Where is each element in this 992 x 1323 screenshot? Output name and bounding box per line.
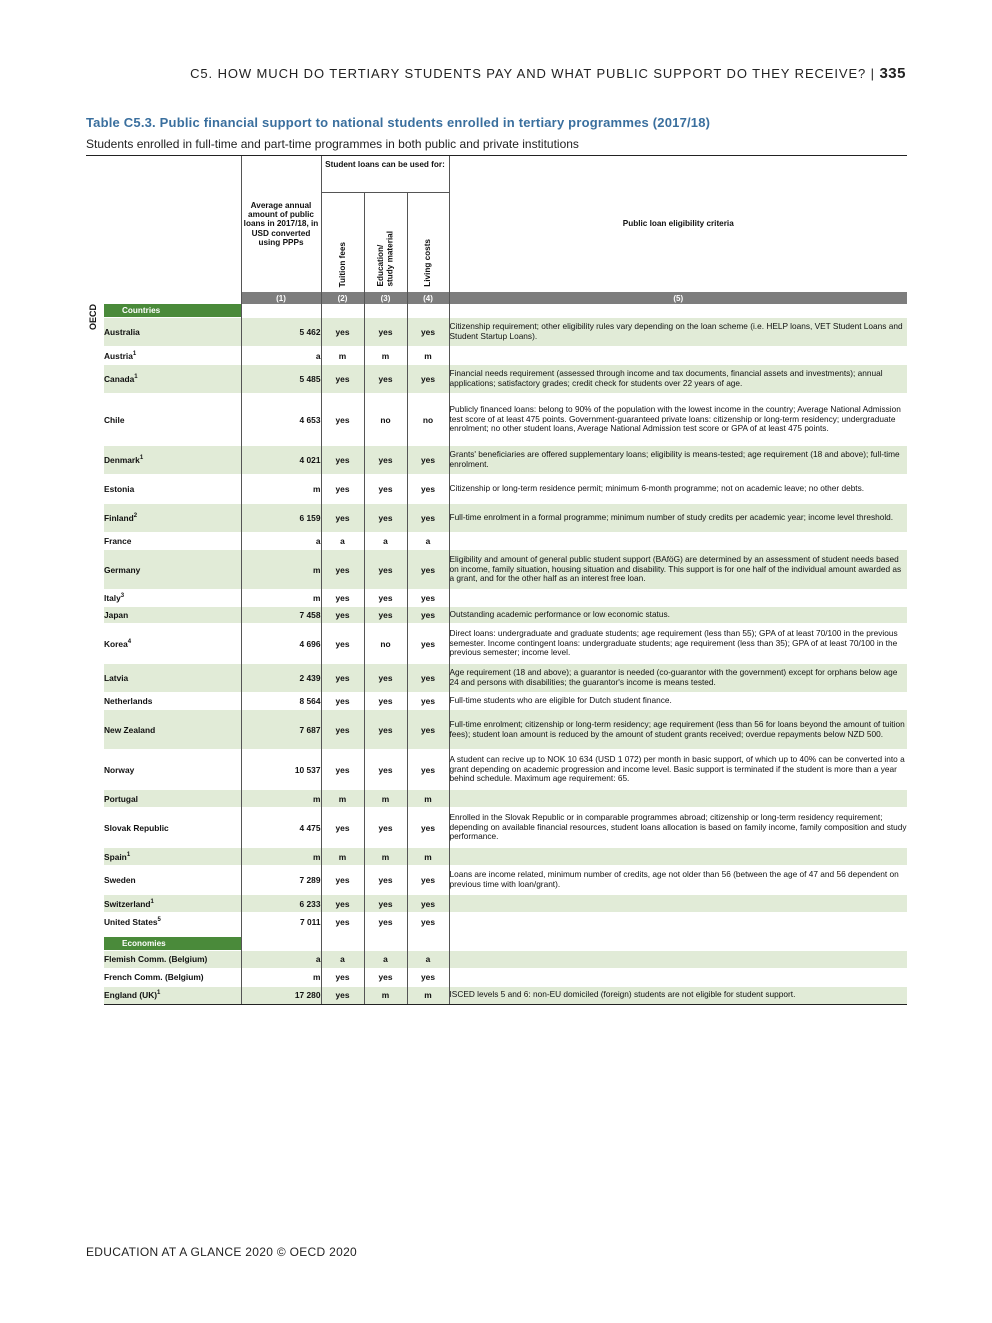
living-value: yes [407,590,449,607]
education-value: yes [364,664,407,693]
education-value: yes [364,913,407,931]
country-name [104,624,241,664]
footnote-marker: 1 [126,851,131,858]
column-number: (3) [364,292,407,304]
country-label: Australia [104,327,140,337]
loan-amount: 7 011 [241,913,321,931]
table-row [86,624,907,664]
country-label: Japan [104,610,129,620]
loan-amount: 8 564 [241,693,321,710]
living-value: m [407,848,449,866]
tuition-value: a [321,533,364,550]
table-row [86,968,907,986]
living-value: yes [407,693,449,710]
table-row [86,607,907,624]
table-row [86,895,907,913]
country-label: Korea [104,638,128,649]
country-name [104,504,241,533]
country-label: Canada [104,374,135,384]
country-label: United States [104,916,158,927]
col-living-header [407,193,449,293]
country-label: Portugal [104,793,138,804]
education-value: yes [364,693,407,710]
education-value: yes [364,475,407,504]
loan-amount: 7 687 [241,710,321,750]
section-spacer [364,304,407,318]
criteria-text [449,913,907,931]
living-value: yes [407,913,449,931]
criteria-text: Full-time students who are eligible for Dutch student finance. [449,693,907,710]
living-value: yes [407,895,449,913]
section-row-countries [86,304,907,318]
loan-amount: a [241,347,321,365]
loan-amount: 6 159 [241,504,321,533]
education-value: yes [364,504,407,533]
loan-amount: 4 021 [241,446,321,475]
col-tuition-label: Tuition fees [337,241,347,287]
tuition-value: yes [321,607,364,624]
table-row [86,475,907,504]
tuition-value: yes [321,913,364,931]
living-value: yes [407,710,449,750]
footer-text: EDUCATION AT A GLANCE 2020 © OECD 2020 [86,1245,358,1259]
country-name [104,895,241,913]
table-row [86,318,907,347]
section-row-economies [86,937,907,951]
table-row [86,790,907,808]
education-value: yes [364,318,407,347]
header-row-group [86,156,907,193]
criteria-text [449,968,907,986]
living-value: m [407,986,449,1004]
section-label-economies: Economies [104,937,241,951]
education-value: yes [364,607,407,624]
footnote-marker: 3 [120,593,125,600]
criteria-text: Full-time enrolment; citizenship or long-term residency; age requirement (less than 56 for loans beyond the amount of tuition fees); student loan amount is reduced by the amount of student grants received; overdue repayments below NZD 500. [449,710,907,750]
country-name [104,950,241,968]
table-row [86,866,907,895]
country-name [104,808,241,848]
table-row [86,913,907,931]
tuition-value: yes [321,624,364,664]
tuition-value: yes [321,808,364,848]
criteria-text: Enrolled in the Slovak Republic or in comparable programmes abroad; citizenship or long-term residency requirement; depending on available financial resources, student loans allocation is based on family income, family composition and study performance. [449,808,907,848]
education-value: a [364,533,407,550]
education-value: yes [364,710,407,750]
loan-amount: m [241,790,321,808]
criteria-text [449,533,907,550]
education-value: m [364,347,407,365]
country-label: Norway [104,764,135,775]
loan-amount: m [241,475,321,504]
country-name [104,475,241,504]
living-value: a [407,533,449,550]
tuition-value: yes [321,968,364,986]
criteria-text: Full-time enrolment in a formal programme; minimum number of study credits per academic year; income level threshold. [449,504,907,533]
tuition-value: yes [321,318,364,347]
page-number: 335 [879,65,906,82]
footnote-marker: 2 [133,513,138,520]
loan-amount: 4 696 [241,624,321,664]
section-spacer [241,304,321,318]
tuition-value: yes [321,750,364,790]
column-number: (1) [241,292,321,304]
country-label: Denmark [104,455,140,465]
table-subtitle: Students enrolled in full-time and part-time programmes in both public and private institutions [86,137,579,151]
footnote-marker: 5 [157,916,161,923]
living-value: m [407,347,449,365]
table-row [86,365,907,394]
loan-amount: 5 462 [241,318,321,347]
tuition-value: yes [321,550,364,590]
col-education-header [364,193,407,293]
living-value: yes [407,866,449,895]
tuition-value: yes [321,895,364,913]
criteria-text: Age requirement (18 and above); a guarantor is needed (co-guarantor with the government) except for orphans below age 24 and persons with disabilities; the guarantor's income is means tested. [449,664,907,693]
column-number-row [86,292,907,304]
education-value: m [364,986,407,1004]
country-name [104,318,241,347]
tuition-value: a [321,950,364,968]
tuition-value: yes [321,394,364,446]
tuition-value: yes [321,986,364,1004]
section-spacer [407,304,449,318]
table-row [86,986,907,1004]
col-education-label: Education/ study material [376,231,395,287]
row-indent [86,968,104,986]
column-number-blank [86,292,241,304]
loan-amount: m [241,550,321,590]
criteria-text: Publicly financed loans: belong to 90% of the population with the lowest income in the country; Average National Admission test score of at least 475 points. Government-guaranteed private loans: citizenship or long-term residency; undergraduate enrolment; no other student loans, Average National Admission test score or GPA of at least 475 points. [449,394,907,446]
loan-amount: 6 233 [241,895,321,913]
column-number: (5) [449,292,907,304]
criteria-text: ISCED levels 5 and 6: non-EU domiciled (foreign) students are not eligible for student support. [449,986,907,1004]
table-row [86,533,907,550]
footnote-marker: 4 [127,638,132,645]
country-label: Estonia [104,484,135,494]
country-name [104,590,241,607]
oecd-group-label [86,304,104,931]
country-label: Austria [104,350,133,361]
footnote-marker: 1 [134,374,138,381]
loan-amount: 7 289 [241,866,321,895]
country-name [104,693,241,710]
criteria-text: Grants' beneficiaries are offered supplementary loans; eligibility is means-tested; age requirement (18 and above); full-time enrolment. [449,446,907,475]
country-name [104,913,241,931]
criteria-text [449,848,907,866]
country-label: Switzerland [104,898,151,909]
col-group-header: Student loans can be used for: [321,156,449,193]
criteria-text: Citizenship requirement; other eligibility rules vary depending on the loan scheme (i.e. HELP loans, VET Student Loans and Student Startup Loans). [449,318,907,347]
education-value: yes [364,750,407,790]
country-name [104,710,241,750]
table-row [86,750,907,790]
tuition-value: m [321,848,364,866]
living-value: yes [407,624,449,664]
loan-amount: a [241,533,321,550]
country-label: Germany [104,564,141,575]
tuition-value: yes [321,365,364,394]
loan-amount: 4 653 [241,394,321,446]
country-label: French Comm. (Belgium) [104,972,204,982]
country-name [104,607,241,624]
criteria-text [449,895,907,913]
table-row [86,446,907,475]
country-name [104,365,241,394]
criteria-text: Financial needs requirement (assessed through income and tax documents, financial assets and investments); annual applications; satisfactory grades; credit check for students over 22 years of age. [449,365,907,394]
loan-amount: 4 475 [241,808,321,848]
loan-amount: m [241,848,321,866]
oecd-label: OECD [88,304,98,331]
education-value: yes [364,365,407,394]
education-value: yes [364,446,407,475]
criteria-text: Eligibility and amount of general public student support (BAföG) are determined by an assessment of student needs based on income, family situation, housing situation and disability. This support is for one half of the individual amount awarded as a grant, and for the other half as an interest free loan. [449,550,907,590]
col-criteria-header: Public loan eligibility criteria [449,156,907,293]
living-value: no [407,394,449,446]
loan-amount: m [241,590,321,607]
country-name [104,550,241,590]
loan-amount: 5 485 [241,365,321,394]
country-name [104,986,241,1004]
table-row [86,808,907,848]
table-row [86,848,907,866]
table-row [86,590,907,607]
living-value: m [407,790,449,808]
section-spacer [321,937,364,951]
section-spacer [321,304,364,318]
country-name [104,664,241,693]
country-label: Netherlands [104,696,153,706]
country-name [104,446,241,475]
education-value: yes [364,866,407,895]
country-label: Finland [104,513,134,523]
country-name [104,866,241,895]
loan-support-table [86,155,907,1005]
criteria-text: Outstanding academic performance or low economic status. [449,607,907,624]
tuition-value: m [321,347,364,365]
education-value: m [364,848,407,866]
loan-amount: a [241,950,321,968]
tuition-value: yes [321,866,364,895]
section-spacer [241,937,321,951]
section-label-countries: Countries [104,304,241,318]
education-value: a [364,950,407,968]
tuition-value: yes [321,590,364,607]
living-value: yes [407,968,449,986]
living-value: yes [407,550,449,590]
loan-amount: 10 537 [241,750,321,790]
education-value: no [364,624,407,664]
country-label: Flemish Comm. (Belgium) [104,954,208,964]
criteria-text [449,347,907,365]
education-value: yes [364,550,407,590]
footnote-marker: 1 [139,455,144,462]
country-label: Chile [104,414,125,425]
col-tuition-header [321,193,364,293]
country-label: England (UK) [104,990,158,1000]
table-row [86,504,907,533]
country-name [104,750,241,790]
table-row [86,347,907,365]
living-value: yes [407,318,449,347]
table-row [86,550,907,590]
section-spacer [449,304,907,318]
country-label: Sweden [104,875,136,885]
table-row [86,664,907,693]
country-name [104,790,241,808]
country-name [104,848,241,866]
loan-amount: 7 458 [241,607,321,624]
table-row [86,693,907,710]
living-value: yes [407,607,449,624]
table-title: Table C5.3. Public financial support to national students enrolled in tertiary programmes (2017/18) [86,115,711,130]
countries-body [86,304,907,931]
criteria-text [449,590,907,607]
country-name [104,347,241,365]
running-head [190,65,906,82]
tuition-value: yes [321,693,364,710]
country-label: Slovak Republic [104,822,169,833]
education-value: yes [364,968,407,986]
footnote-marker: 1 [157,990,161,997]
living-value: yes [407,808,449,848]
criteria-text: Citizenship or long-term residence permit; minimum 6-month programme; not on academic leave; no other debts. [449,475,907,504]
loan-amount: 2 439 [241,664,321,693]
education-value: no [364,394,407,446]
footnote-marker: 1 [150,898,154,905]
section-spacer [407,937,449,951]
education-value: yes [364,808,407,848]
section-spacer [364,937,407,951]
row-indent [86,950,104,968]
criteria-text: Direct loans: undergraduate and graduate students; age requirement (less than 55); GPA of at least 70/100 in the previous semester. Income contingent loans: undergraduate students; age requirement (less than 35); GPA of at least 70/100 in the previous semester; income level. [449,624,907,664]
criteria-text [449,950,907,968]
country-label: France [104,536,132,546]
col-amount-header: Average annual amount of public loans in 2017/18, in USD converted using PPPs [241,156,321,293]
criteria-text: Loans are income related, minimum number of credits, age not older than 56 (between the age of 47 and 56 dependent on previous time with loan/grant). [449,866,907,895]
tuition-value: yes [321,446,364,475]
tuition-value: yes [321,710,364,750]
loan-amount: m [241,968,321,986]
country-name [104,968,241,986]
column-number: (2) [321,292,364,304]
column-number: (4) [407,292,449,304]
economies-body [86,931,907,1005]
tuition-value: yes [321,475,364,504]
table-row [86,950,907,968]
country-name [104,394,241,446]
section-spacer [449,937,907,951]
tuition-value: yes [321,504,364,533]
criteria-text [449,790,907,808]
country-label: Latvia [104,673,129,683]
tuition-value: yes [321,664,364,693]
country-name [104,533,241,550]
living-value: yes [407,475,449,504]
country-label: New Zealand [104,724,156,735]
running-title: C5. HOW MUCH DO TERTIARY STUDENTS PAY AND WHAT PUBLIC SUPPORT DO THEY RECEIVE? | [190,66,875,81]
table-row [86,710,907,750]
living-value: yes [407,446,449,475]
education-value: yes [364,895,407,913]
tuition-value: m [321,790,364,808]
living-value: yes [407,365,449,394]
footnote-marker: 1 [132,350,137,357]
living-value: yes [407,664,449,693]
section-spacer [86,937,104,951]
education-value: m [364,790,407,808]
row-indent [86,986,104,1004]
header-blank [86,156,241,293]
living-value: a [407,950,449,968]
country-label: Spain [104,851,127,862]
col-living-label: Living costs [423,239,433,287]
country-label: Italy [104,593,121,603]
living-value: yes [407,504,449,533]
criteria-text: A student can recive up to NOK 10 634 (USD 1 072) per month in basic support, of which up to 40% can be converted into a grant depending on academic progression and income level. Basic support is terminated if the student is more than a year behind schedule. Maximum age requirement: 65. [449,750,907,790]
table-row [86,394,907,446]
education-value: yes [364,590,407,607]
living-value: yes [407,750,449,790]
loan-amount: 17 280 [241,986,321,1004]
